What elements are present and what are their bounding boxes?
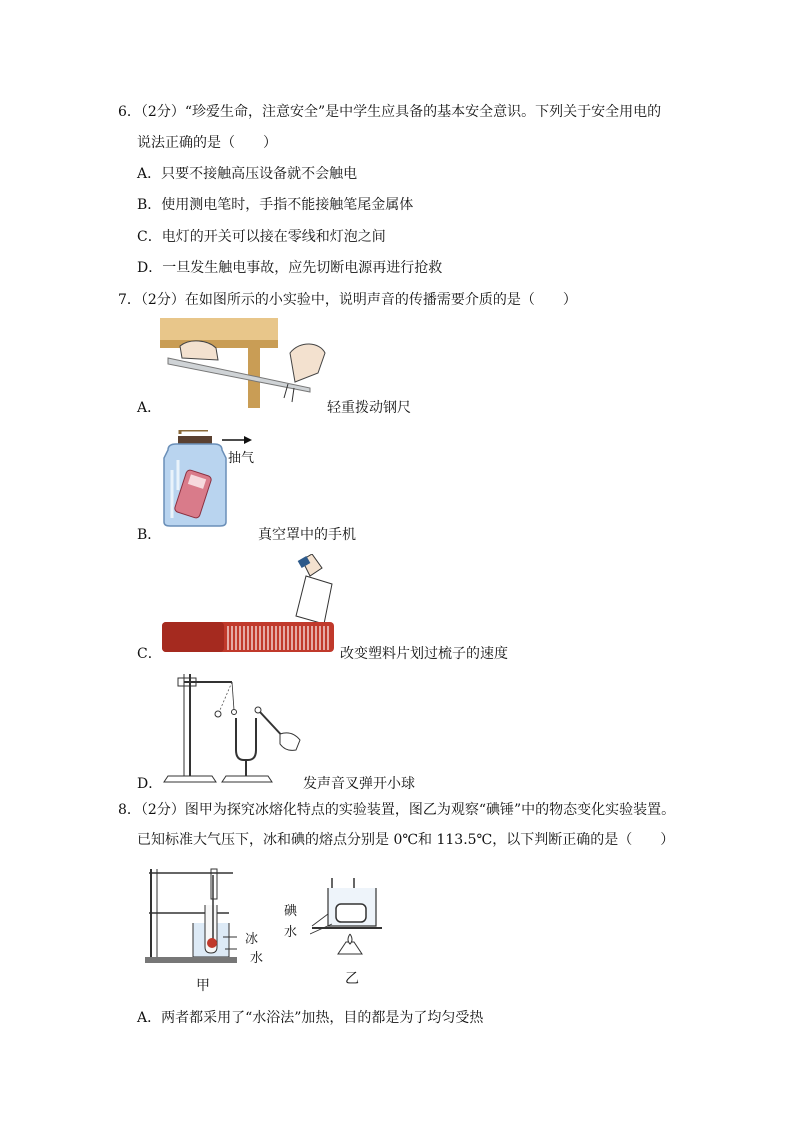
jia-water-label: 水 [250, 951, 264, 966]
vacuum-jar-figure [162, 430, 267, 528]
q7-option-a-caption: 轻重拨动钢尺 [327, 400, 411, 416]
pump-air-label: 抽气 [228, 451, 255, 466]
q7-option-b-letter: B． [137, 527, 162, 543]
q6-stem-line1: 6．（2分）“珍爱生命，注意安全”是中学生应具备的基本安全意识。下列关于安全用电的 [118, 104, 662, 120]
q6-option-b: B．使用测电笔时，手指不能接触笔尾金属体 [137, 197, 414, 213]
q7-option-d-caption: 发声音叉弹开小球 [303, 776, 415, 792]
ice-label: 冰 [245, 932, 259, 947]
q7-option-a-letter: A． [137, 400, 162, 416]
q6-option-d: D．一旦发生触电事故，应先切断电源再进行抢救 [137, 260, 443, 276]
q7-stem: 7．（2分）在如图所示的小实验中，说明声音的传播需要介质的是（ ） [118, 292, 577, 308]
q7-option-b-caption: 真空罩中的手机 [258, 527, 356, 543]
q7-option-c-caption: 改变塑料片划过梳子的速度 [340, 646, 508, 662]
figure-jia-caption: 甲 [196, 978, 210, 994]
tuning-fork-figure [162, 670, 302, 785]
q6-stem-line2: 说法正确的是（ ） [137, 135, 277, 151]
iodine-hammer-figure [310, 878, 390, 968]
q7-option-c-letter: C． [137, 646, 162, 662]
q6-option-c: C．电灯的开关可以接在零线和灯泡之间 [137, 229, 386, 245]
ruler-figure [160, 318, 330, 410]
q8-stem-line2: 已知标准大气压下，冰和碘的熔点分别是 0℃和 113.5℃，以下判断正确的是（ ） [137, 832, 675, 848]
q8-stem-line1: 8．（2分）图甲为探究冰熔化特点的实验装置，图乙为观察“碘锤”中的物态变化实验装置。 [118, 802, 676, 818]
q6-option-a: A．只要不接触高压设备就不会触电 [137, 166, 358, 182]
q8-option-a: A．两者都采用了“水浴法”加热，目的都是为了均匀受热 [137, 1010, 484, 1026]
yi-water-label: 水 [284, 925, 298, 940]
comb-figure [162, 554, 338, 654]
ice-melting-apparatus-figure [145, 865, 245, 965]
figure-yi-caption: 乙 [345, 971, 359, 987]
iodine-label: 碘 [284, 904, 298, 919]
q7-option-d-letter: D． [137, 776, 163, 792]
